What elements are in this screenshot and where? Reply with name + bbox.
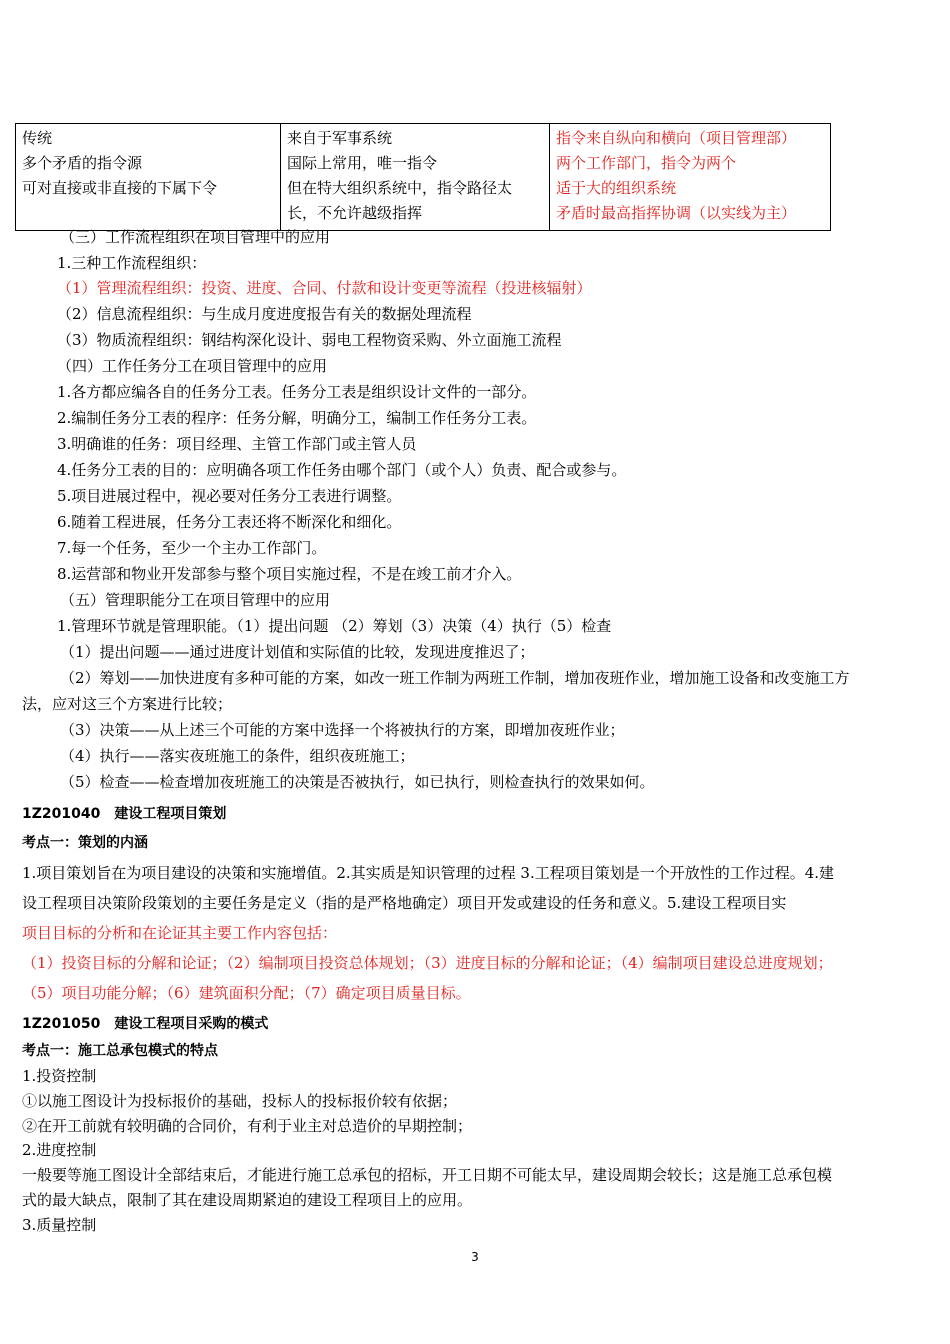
chapter-heading: 1Z201040 建设工程项目策划 xyxy=(22,806,227,822)
text-line: 5.项目进展过程中，视必要对任务分工表进行调整。 xyxy=(57,487,402,505)
cell-line: 指令来自纵向和横向（项目管理部） xyxy=(556,129,797,147)
cell-line: 矛盾时最高指挥协调（以实线为主） xyxy=(556,204,797,222)
text-line: （2）筹划——加快进度有多种可能的方案，如改一班工作制为两班工作制，增加夜班作业，增加施工设备和改变施工方 xyxy=(60,669,850,687)
cell-line: 适于大的组织系统 xyxy=(556,179,677,197)
text-line: 1.项目策划旨在为项目建设的决策和实施增值。2.其实质是知识管理的过程 3.工程项目策划是一个开放性的工作过程。4.建 xyxy=(22,864,835,882)
text-line: 6.随着工程进展，任务分工表还将不断深化和细化。 xyxy=(57,513,402,531)
text-line: （3）决策——从上述三个可能的方案中选择一个将被执行的方案，即增加夜班作业； xyxy=(60,721,625,739)
section-heading: （五）管理职能分工在项目管理中的应用 xyxy=(60,591,331,609)
cell-line: 可对直接或非直接的下属下令 xyxy=(22,179,218,197)
subheading: 考点一：策划的内涵 xyxy=(22,835,148,851)
text-line: 设工程项目决策阶段策划的主要任务是定义（指的是严格地确定）项目开发或建设的任务和意义。5.建设工程项目实 xyxy=(22,894,787,912)
cell-line: 长，不允许越级指挥 xyxy=(287,204,423,222)
text-line: 7.每一个任务，至少一个主办工作部门。 xyxy=(57,539,327,557)
text-line: 1.管理环节就是管理职能。（1）提出问题 （2）筹划（3）决策（4）执行（5）检查 xyxy=(57,617,612,635)
text-line: （2）信息流程组织：与生成月度进度报告有关的数据处理流程 xyxy=(57,305,472,323)
text-line: 2.编制任务分工表的程序：任务分解，明确分工，编制工作任务分工表。 xyxy=(57,409,537,427)
cell-line: 多个矛盾的指令源 xyxy=(22,154,143,172)
text-line: 1.各方都应编各自的任务分工表。任务分工表是组织设计文件的一部分。 xyxy=(57,383,537,401)
text-line: 8.运营部和物业开发部参与整个项目实施过程，不是在竣工前才介入。 xyxy=(57,565,522,583)
cell-line: 但在特大组织系统中，指令路径太 xyxy=(287,179,513,197)
text-line: 3.明确谁的任务：项目经理、主管工作部门或主管人员 xyxy=(57,435,417,453)
table-cell-line xyxy=(281,124,550,231)
page-number: 3 xyxy=(471,1250,479,1264)
text-line: 式的最大缺点，限制了其在建设周期紧迫的建设工程项目上的应用。 xyxy=(22,1191,473,1209)
text-line: 1.投资控制 xyxy=(22,1067,97,1085)
text-line-highlight: （5）项目功能分解；（6）建筑面积分配；（7）确定项目质量目标。 xyxy=(22,984,471,1002)
text-line: ①以施工图设计为投标报价的基础，投标人的投标报价较有依据； xyxy=(22,1092,458,1110)
section-heading: （三）工作流程组织在项目管理中的应用 xyxy=(60,228,331,246)
text-line: 1.三种工作流程组织： xyxy=(57,254,207,272)
text-line: 一般要等施工图设计全部结束后，才能进行施工总承包的招标，开工日期不可能太早，建设周期会较长；这是施工总承包模 xyxy=(22,1166,833,1184)
table-cell-matrix xyxy=(550,124,831,231)
text-line: （3）物质流程组织：钢结构深化设计、弱电工程物资采购、外立面施工流程 xyxy=(57,331,562,349)
cell-line: 来自于军事系统 xyxy=(287,129,393,147)
subheading: 考点一：施工总承包模式的特点 xyxy=(22,1043,218,1059)
cell-line: 两个工作部门，指令为两个 xyxy=(556,154,737,172)
cell-line: 国际上常用，唯一指令 xyxy=(287,154,438,172)
section-heading: （四）工作任务分工在项目管理中的应用 xyxy=(57,357,328,375)
text-line: 2.进度控制 xyxy=(22,1141,97,1159)
text-line-highlight: （1）投资目标的分解和论证；（2）编制项目投资总体规划；（3）进度目标的分解和论证；（4）编制项目建设总进度规划； xyxy=(22,954,833,972)
text-line: ②在开工前就有较明确的合同价，有利于业主对总造价的早期控制； xyxy=(22,1117,473,1135)
table-row xyxy=(16,124,831,231)
comparison-table xyxy=(15,123,831,231)
chapter-heading: 1Z201050 建设工程项目采购的模式 xyxy=(22,1016,269,1032)
text-line: （5）检查——检查增加夜班施工的决策是否被执行，如已执行，则检查执行的效果如何。 xyxy=(60,773,655,791)
text-line: （4）执行——落实夜班施工的条件，组织夜班施工； xyxy=(60,747,415,765)
text-line-highlight: 项目目标的分析和在论证其主要工作内容包括： xyxy=(22,924,338,942)
text-line: 3.质量控制 xyxy=(22,1216,97,1234)
text-line: 法，应对这三个方案进行比较； xyxy=(22,695,233,713)
text-line: 4.任务分工表的目的：应明确各项工作任务由哪个部门（或个人）负责、配合或参与。 xyxy=(57,461,627,479)
cell-line: 传统 xyxy=(22,129,53,147)
text-line-highlight: （1）管理流程组织：投资、进度、合同、付款和设计变更等流程（投进核辐射） xyxy=(57,279,592,297)
text-line: （1）提出问题——通过进度计划值和实际值的比较，发现进度推迟了； xyxy=(60,643,535,661)
table-cell-functional xyxy=(16,124,281,231)
